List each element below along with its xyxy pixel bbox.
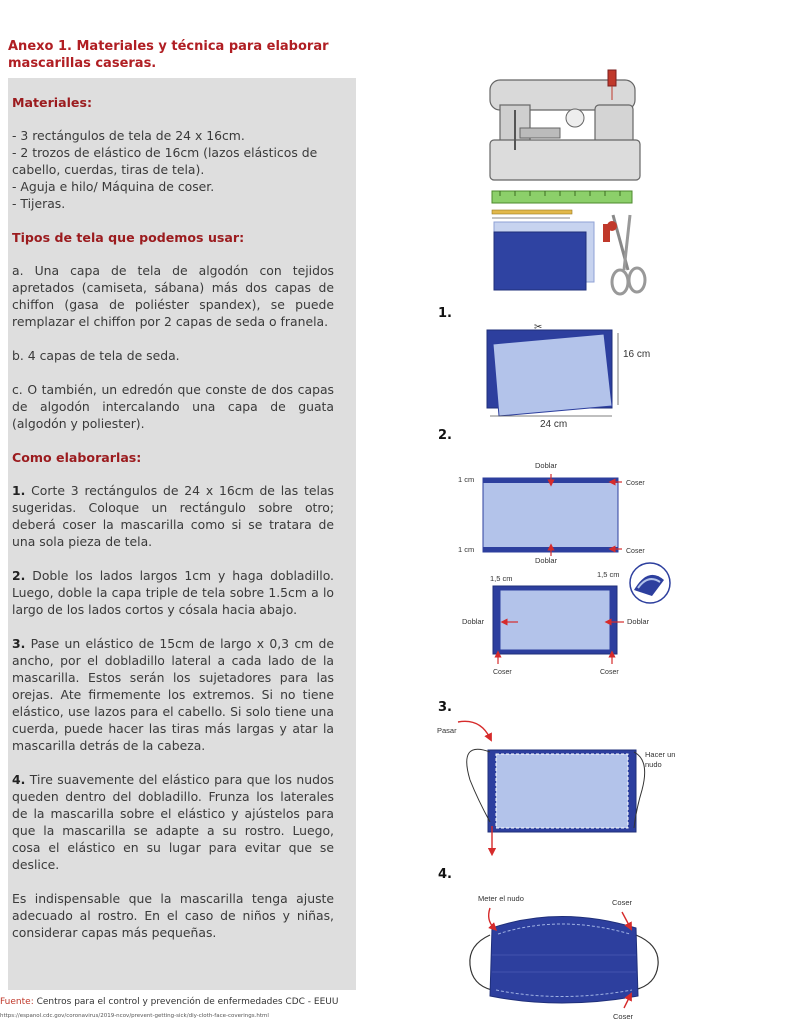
source-text: Centros para el control y prevención de enfermedades CDC - EEUU: [33, 997, 339, 1007]
fig1-width-label: 24 cm: [540, 419, 568, 430]
page-title: Anexo 1. Materiales y técnica para elaborar mascarillas caseras.: [8, 39, 329, 71]
step-body: Pase un elástico de 15cm de largo x 0,3 cm de ancho, por el dobladillo lateral a cada lado de la mascarilla. Estos serán los sujetadores para las orejas. Ate firmemente los extremos. Si no tiene elástico, use lazos para el cabello. Si solo tiene una cuerda, puede hacer las tiras más largas y atar la mascarilla detrás de la cabeza.: [12, 636, 334, 753]
materiales-heading: Materiales:: [12, 95, 93, 110]
step-body: Tire suavemente del elástico para que los nudos queden dentro del dobladillo. Frunza los laterales de la mascarilla sobre el elástico y ajústelos para que la mascarilla se adapte a su rostro. Luego, cosa el elástico en su lugar para evitar que se deslice.: [12, 772, 334, 872]
meter-nudo-label: Meter el nudo: [478, 894, 524, 903]
figure-2b: [462, 563, 670, 676]
coser-label: Coser: [626, 480, 645, 487]
coser-label: Coser: [612, 898, 633, 907]
coser-label: Coser: [613, 1012, 634, 1021]
coser-label: Coser: [626, 548, 645, 555]
coser-label: Coser: [600, 669, 619, 676]
pencil-icon: [492, 210, 572, 218]
svg-text:✂: ✂: [534, 322, 543, 333]
fabric-swatches: [494, 222, 594, 290]
one-cm-label: 1 cm: [458, 475, 475, 484]
doblar-label: Doblar: [535, 461, 558, 470]
ruler-icon: [492, 191, 632, 203]
one-five-cm-label: 1,5 cm: [490, 574, 513, 583]
source-label: Fuente:: [0, 997, 34, 1007]
step-body: Doble los lados largos 1cm y haga dobladillo. Luego, doble la capa triple de tela sobre 1.5cm a lo largo de los lados cortos y cósala hacia abajo.: [12, 568, 334, 617]
scissors-icon: [603, 215, 645, 294]
step-number: 4.: [12, 772, 26, 787]
one-cm-label: 1 cm: [458, 545, 475, 554]
tipos-heading: Tipos de tela que podemos usar:: [12, 230, 245, 245]
hacer-nudo-label: Hacer un: [645, 750, 676, 759]
materiales-item: - Aguja e hilo/ Máquina de coser.: [12, 179, 215, 194]
figure-1: [487, 322, 650, 430]
closing-text: Es indispensable que la mascarilla tenga ajuste adecuado al rostro. En el caso de niños y niñas, considerar capas más pequeñas.: [12, 891, 334, 940]
source-url[interactable]: https://espanol.cdc.gov/coronavirus/2019-ncov/prevent-getting-sick/diy-cloth-face-coverings.html: [0, 1013, 269, 1019]
doblar-label: Doblar: [627, 617, 650, 626]
step-number: 1.: [12, 483, 26, 498]
doblar-label: Doblar: [535, 556, 558, 565]
figure-step-number: 2.: [438, 428, 452, 443]
sewing-machine-icon: [490, 70, 640, 180]
tipos-item: b. 4 capas de tela de seda.: [12, 348, 180, 363]
figure-2a: [458, 461, 645, 565]
one-five-cm-label: 1,5 cm: [597, 570, 620, 579]
como-heading: Como elaborarlas:: [12, 450, 142, 465]
fig1-height-label: 16 cm: [623, 349, 651, 360]
materiales-item: - Tijeras.: [12, 196, 66, 211]
figure-4: [470, 894, 658, 1021]
figure-step-number: 1.: [438, 306, 452, 321]
tipos-item: a. Una capa de tela de algodón con tejidos apretados (camiseta, sábana) más dos capas de chiffon (gasa de poliéster spandex), se puede remplazar el chiffon por 2 capas de seda o franela.: [12, 263, 334, 329]
pasar-label: Pasar: [437, 726, 457, 735]
step-number: 2.: [12, 568, 26, 583]
doblar-label: Doblar: [462, 617, 485, 626]
figure-step-number: 4.: [438, 867, 452, 882]
figure-3: [437, 721, 675, 852]
figure-step-number: 3.: [438, 700, 452, 715]
materiales-item: - 2 trozos de elástico de 16cm (lazos elásticos de cabello, cuerdas, tiras de tela).: [12, 145, 318, 177]
materiales-item: - 3 rectángulos de tela de 24 x 16cm.: [12, 128, 245, 143]
hacer-nudo-label: nudo: [645, 760, 662, 769]
tipos-item: c. O también, un edredón que conste de dos capas de algodón intercalando una capa de guata (algodón y poliester).: [12, 382, 334, 431]
step-number: 3.: [12, 636, 26, 651]
coser-label: Coser: [493, 669, 512, 676]
step-body: Corte 3 rectángulos de 24 x 16cm de las telas sugeridas. Coloque un rectángulo sobre otro; deberá coser la mascarilla como si se tratara de una sola pieza de tela.: [12, 483, 334, 549]
